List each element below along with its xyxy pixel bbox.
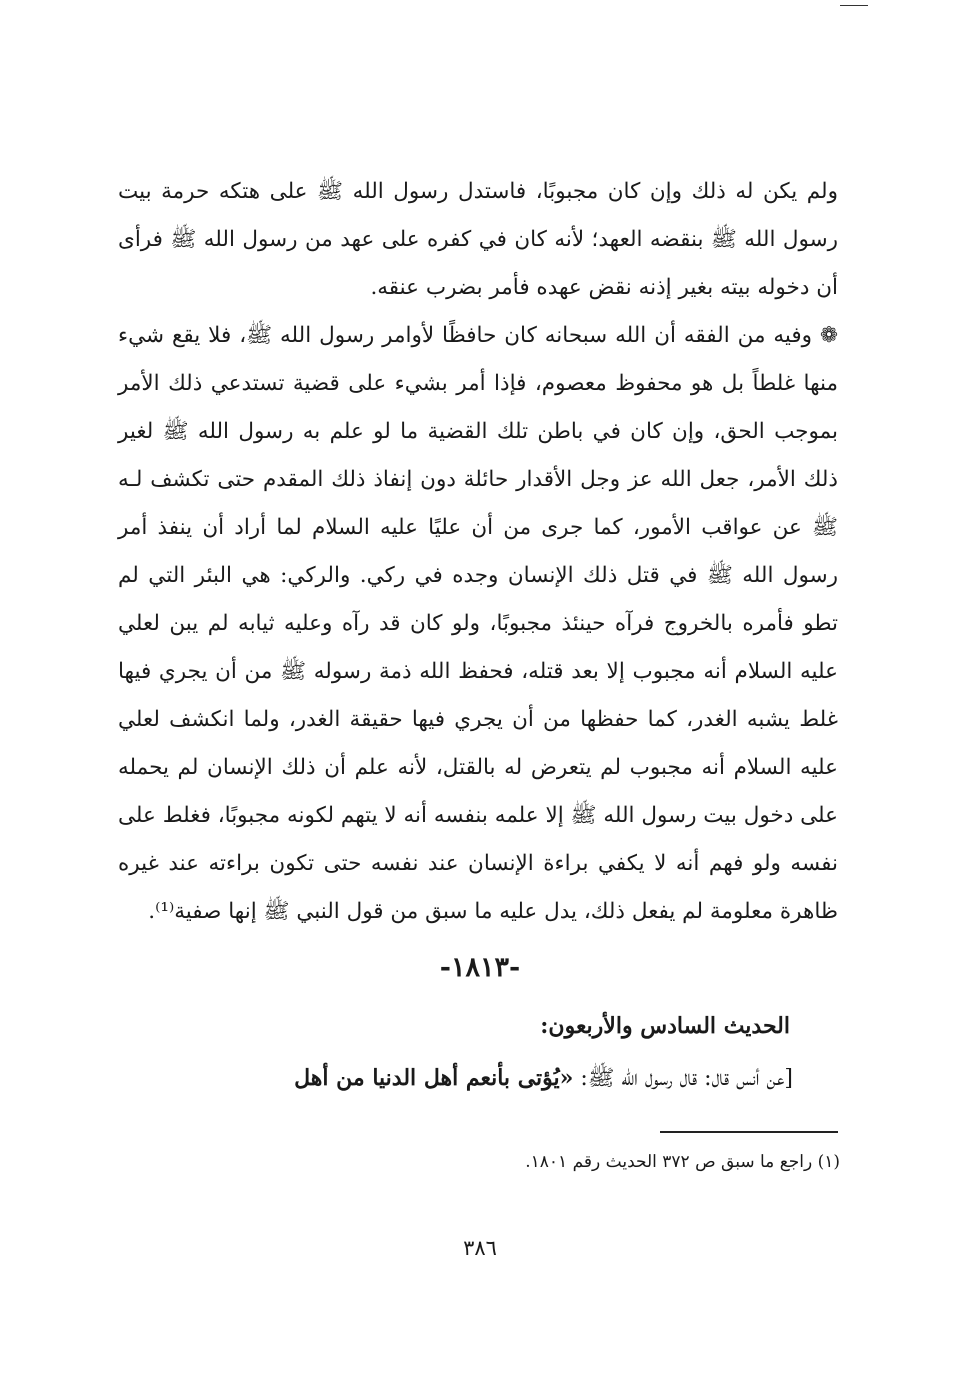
section-heading: الحديث السادس والأربعون: (540, 1013, 790, 1039)
top-rule (840, 5, 868, 6)
hadith-line (118, 1056, 793, 1101)
body-text (118, 168, 838, 936)
paragraph-2: ❁ وفيه من الفقه أن الله سبحانه كان حافظًا لأوامر رسول الله ﷺ، فلا يقع شيء منها غلطاً بل هو محفوظ معصوم، فإذا أمر بشيء على قضية تستدعي ذلك الأمر بموجب الحق، وإن كان في باطن تلك القضية ما لو علم به رسول الله ﷺ لغير ذلك الأمر، جعل الله عز وجل الأقدار حائلة دون إنفاذ ذلك المقدم حتى تكشف لـه ﷺ عن عواقب الأمور، كما جرى من أن عليًا عليه السلام لما أراد أن ينفذ أمر رسول الله ﷺ في قتل ذلك الإنسان وجده في ركي. والركي: هي البئر التي لم تطو فأمره بالخروج فرآه حينئذ مجبوبًا، ولو كان قد رآه وعليه ثيابه لم يبن لعلي عليه السلام أنه مجبوب إلا بعد قتله، فحفظ الله ذمة رسوله ﷺ من أن يجري فيها غلط يشبه الغدر، كما حفظها من أن يجري فيها حقيقة الغدر، ولما انكشف لعلي عليه السلام أنه مجبوب لم يتعرض له بالقتل، لأنه علم أن ذلك الإنسان لم يحمله على دخول بيت رسول الله ﷺ إلا علمه بنفسه أنه لا يتهم لكونه مجبوبًا، فغلط على نفسه ولو فهم أنه لا يكفي براءة الإنسان عند نفسه حتى تكون براءته عند غيره ظاهرة معلومة لم يفعل ذلك، يدل عليه ما سبق من قول النبي ﷺ إنها صفية⁽¹⁾. (118, 323, 838, 924)
page-number: ٣٨٦ (463, 1236, 497, 1260)
hadith-intro: [عن أنس قال: قال رسول الله ﷺ: (573, 1066, 793, 1091)
footnote-rule (660, 1131, 838, 1133)
hadith-number: -١٨١٣- (439, 952, 521, 983)
footnote: (١) راجع ما سبق ص ٣٧٢ الحديث رقم ١٨٠١. (525, 1152, 840, 1172)
hadith-quote: «يُؤتى بأنعم أهل الدنيا من أهل (294, 1065, 574, 1091)
paragraph-1: ولم يكن له ذلك وإن كان مجبوبًا، فاستدل رسول الله ﷺ على هتكه حرمة بيت رسول الله ﷺ بنقضه العهد؛ لأنه كان في كفره على عهد من رسول الله ﷺ فرأى أن دخوله بيته بغير إذنه نقض عهده فأمر بضرب عنقه. (118, 179, 838, 300)
